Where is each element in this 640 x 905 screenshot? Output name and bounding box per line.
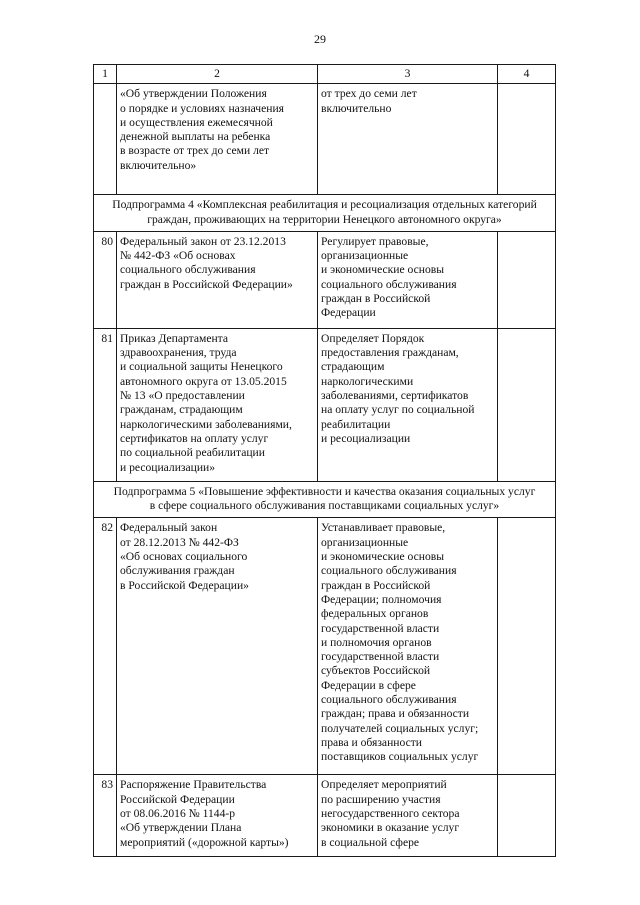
page-number: 29	[314, 32, 326, 46]
note-cell	[498, 84, 556, 195]
document-cell: Федеральный закон от 28.12.2013 № 442-ФЗ «Об основах социального обслуживания граждан в Российской Федерации»	[117, 518, 318, 775]
note-cell	[498, 231, 556, 328]
column-header-3: 3	[318, 65, 498, 84]
note-cell	[498, 518, 556, 775]
document-cell: «Об утверждении Положения о порядке и условиях назначения и осуществления ежемесячной денежной выплаты на ребенка в возрасте от трех до семи лет включительно»	[117, 84, 318, 195]
note-cell	[498, 775, 556, 857]
row-number-cell: 82	[94, 518, 117, 775]
table-header-row	[94, 65, 556, 84]
purpose-cell: Регулирует правовые, организационные и экономические основы социального обслуживания граждан в Российской Федерации	[318, 231, 498, 328]
purpose-cell: Устанавливает правовые, организационные и экономические основы социального обслуживания граждан в Российской Федерации; полномочия федеральных органов государственной власти и полномочия органов государственной власти субъектов Российской Федерации в сфере социального обслуживания граждан; права и обязанности получателей социальных услуг; права и обязанности поставщиков социальных услуг	[318, 518, 498, 775]
document-cell: Распоряжение Правительства Российской Федерации от 08.06.2016 № 1144-р «Об утверждении Плана мероприятий («дорожной карты»)	[117, 775, 318, 857]
purpose-cell: Определяет мероприятий по расширению участия негосударственного сектора экономики в оказание услуг в социальной сфере	[318, 775, 498, 857]
table-row-80	[94, 231, 556, 328]
purpose-cell: Определяет Порядок предоставления гражданам, страдающим наркологическими заболеваниями, сертификатов на оплату услуг по социальной реабилитации и ресоциализации	[318, 328, 498, 481]
note-cell	[498, 328, 556, 481]
column-header-4: 4	[498, 65, 556, 84]
row-number-cell	[94, 84, 117, 195]
table-row-83	[94, 775, 556, 857]
row-number-cell: 80	[94, 231, 117, 328]
table-row-82	[94, 518, 556, 775]
subprogram-5-heading: Подпрограмма 5 «Повышение эффективности и качества оказания социальных услуг в сфере социального обслуживания поставщиками социальных услуг»	[94, 481, 556, 518]
legal-acts-table	[93, 64, 556, 857]
row-number-cell: 81	[94, 328, 117, 481]
table-row-continued	[94, 84, 556, 195]
subprogram-row	[94, 481, 556, 518]
purpose-cell: от трех до семи лет включительно	[318, 84, 498, 195]
document-cell: Федеральный закон от 23.12.2013 № 442-ФЗ «Об основах социального обслуживания граждан в Российской Федерации»	[117, 231, 318, 328]
document-cell: Приказ Департамента здравоохранения, труда и социальной защиты Ненецкого автономного округа от 13.05.2015 № 13 «О предоставлении гражданам, страдающим наркологическими заболеваниями, сертификатов на оплату услуг по социальной реабилитации и ресоциализации»	[117, 328, 318, 481]
column-header-1: 1	[94, 65, 117, 84]
column-header-2: 2	[117, 65, 318, 84]
table-row-81	[94, 328, 556, 481]
row-number-cell: 83	[94, 775, 117, 857]
subprogram-row	[94, 195, 556, 232]
subprogram-4-heading: Подпрограмма 4 «Комплексная реабилитация и ресоциализация отдельных категорий граждан, проживающих на территории Ненецкого автономного округа»	[94, 195, 556, 232]
